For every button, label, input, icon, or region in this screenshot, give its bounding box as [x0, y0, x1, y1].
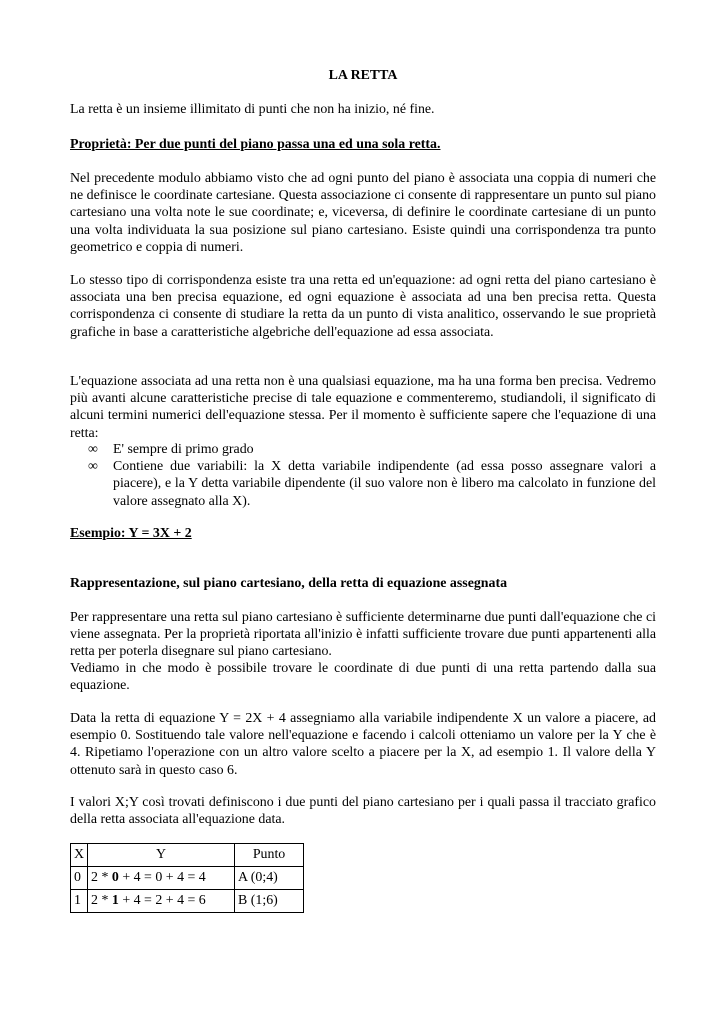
list-item-text: Contiene due variabili: la X detta variabile indipendente (ad essa posso assegnare valori a piacere), e la Y detta variabile dipendente (il suo valore non è libero ma calcolato in funzione del valore assegnato alla X).	[113, 459, 656, 509]
list-item	[88, 441, 656, 458]
paragraph-3: L'equazione associata ad una retta non è una qualsiasi equazione, ma ha una forma ben precisa. Vedremo più avanti alcune caratteristiche precise di tale equazione e commenteremo, studiandoli, il significato di alcuni termini numerici dell'equazione stessa. Per il momento è sufficiente sapere che l'equazione di una retta:	[70, 374, 656, 441]
paragraph-6: Data la retta di equazione Y = 2X + 4 assegniamo alla variabile indipendente X un valore a piacere, ad esempio 0. Sostituendo tale valore nell'equazione e facendo i calcoli otteniamo un valore per la Y che è 4. Ripetiamo l'operazione con un altro valore scelto a piacere per la X, ad esempio 1. Il valore della Y ottenuto sarà in questo caso 6.	[70, 711, 656, 778]
paragraph-2: Lo stesso tipo di corrispondenza esiste tra una retta ed un'equazione: ad ogni retta del piano cartesiano è associata una ben precisa equazione, ed ogni equazione è associata ad una ben precisa retta. Questa corrispondenza ci consente di studiare la retta da un punto di vista analitico, osservando le sue proprietà grafiche in base a caratteristiche algebriche dell'equazione ad essa associata.	[70, 273, 656, 340]
cell-y	[88, 890, 235, 913]
intro-text: La retta è un insieme illimitato di punti che non ha inizio, né fine.	[70, 102, 435, 117]
paragraph-1: Nel precedente modulo abbiamo visto che ad ogni punto del piano è associata una coppia di numeri che ne definisce le coordinate cartesiane. Questa associazione ci consente di rappresentare un punto sul piano cartesiano una volta note le sue coordinate; e, viceversa, di definire le coordinate cartesiane di un punto una volta individuata la sua posizione sul piano cartesiano. Esiste quindi una corrispondenza tra punto geometrico e coppia di numeri.	[70, 171, 656, 255]
table-header-y: Y	[88, 844, 235, 867]
paragraph-4: Per rappresentare una retta sul piano cartesiano è sufficiente determinarne due punti dall'equazione che ci viene assegnata. Per la proprietà riportata all'inizio è infatti sufficiente trovare due punti appartenenti alla retta per poterla disegnare sul piano cartesiano.	[70, 610, 656, 660]
section-heading: Rappresentazione, sul piano cartesiano, della retta di equazione assegnata	[70, 576, 508, 591]
cell-y-bold-value: 0	[111, 870, 119, 886]
table-row	[71, 867, 304, 890]
example-heading: Esempio: Y = 3X + 2	[70, 526, 192, 541]
paragraph-7: I valori X;Y così trovati definiscono i due punti del piano cartesiano per i quali passa il tracciato grafico della retta associata all'equazione data.	[70, 795, 656, 828]
cell-y-prefix: 2 *	[91, 870, 112, 886]
cell-x: 1	[71, 890, 88, 913]
cell-y-prefix: 2 *	[91, 893, 112, 909]
infinity-bullet-icon: ∞	[88, 459, 98, 475]
table-header-x: X	[71, 844, 88, 867]
values-table	[70, 843, 304, 913]
property-heading: Proprietà: Per due punti del piano passa una ed una sola retta.	[70, 137, 441, 152]
cell-y-bold-value: 1	[111, 893, 119, 909]
cell-punto: B (1;6)	[235, 890, 304, 913]
cell-y	[88, 867, 235, 890]
cell-punto: A (0;4)	[235, 867, 304, 890]
list-item	[88, 458, 656, 510]
page-title: LA RETTA	[328, 68, 398, 83]
cell-x: 0	[71, 867, 88, 890]
table-header-row	[71, 844, 304, 867]
bullet-list	[88, 441, 656, 510]
table-row	[71, 890, 304, 913]
paragraph-5: Vediamo in che modo è possibile trovare le coordinate di due punti di una retta partendo dalla sua equazione.	[70, 661, 656, 694]
list-item-text: E' sempre di primo grado	[113, 442, 254, 457]
table-header-punto: Punto	[235, 844, 304, 867]
cell-y-suffix: + 4 = 0 + 4 = 4	[118, 870, 206, 886]
infinity-bullet-icon: ∞	[88, 442, 98, 457]
cell-y-suffix: + 4 = 2 + 4 = 6	[118, 893, 206, 909]
